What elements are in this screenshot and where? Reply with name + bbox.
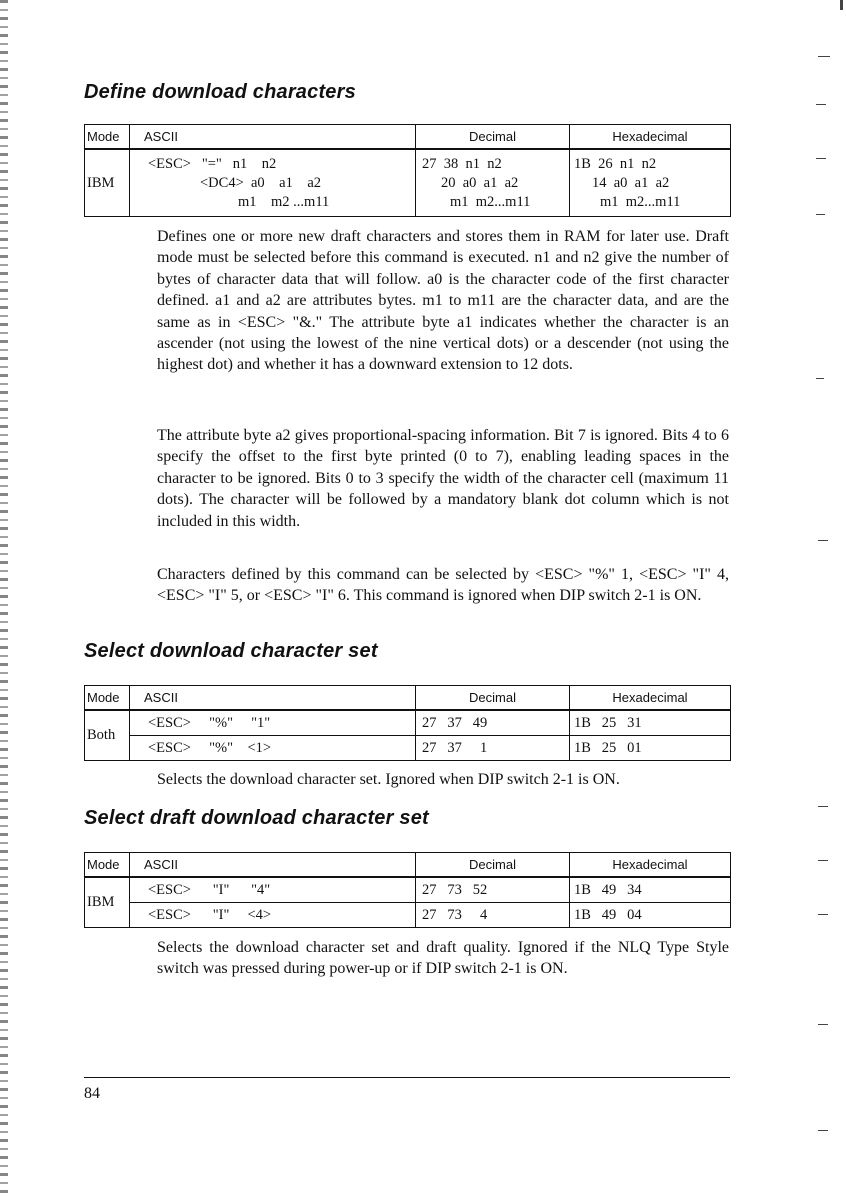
hex-cell: 1B 49 34 (570, 877, 731, 903)
hex-line: m1 m2...m11 (600, 193, 681, 210)
mode-cell: Both (85, 710, 130, 761)
header-decimal: Decimal (416, 853, 570, 878)
scan-mark (818, 1130, 828, 1131)
hex-cell: 1B 25 01 (570, 736, 731, 761)
decimal-cell: 27 73 4 (416, 903, 570, 928)
heading-select-draft-download-character-set: Select draft download character set (84, 807, 429, 829)
scan-mark (816, 158, 826, 159)
scan-edge-artifact (0, 0, 8, 1196)
scan-mark (818, 914, 828, 915)
hex-line: 14 a0 a1 a2 (592, 174, 670, 191)
header-ascii: ASCII (130, 686, 416, 711)
header-hexadecimal: Hexadecimal (570, 125, 731, 150)
decimal-cell: 27 73 52 (416, 877, 570, 903)
mode-cell: IBM (85, 149, 130, 217)
header-mode: Mode (85, 853, 130, 878)
ascii-line: <DC4> a0 a1 a2 (200, 174, 322, 191)
header-ascii: ASCII (130, 125, 416, 150)
header-mode: Mode (85, 686, 130, 711)
select-download-command-table (84, 685, 731, 761)
mode-cell: IBM (85, 877, 130, 928)
select-draft-description: Selects the download character set and draft quality. Ignored if the NLQ Type Style switch was pressed during power-up or if DIP switch 2-1 is ON. (157, 939, 729, 978)
header-mode: Mode (85, 125, 130, 150)
ascii-cell: <ESC> "I" <4> (130, 903, 416, 928)
scan-mark (818, 860, 828, 861)
hex-cell: 1B 25 31 (570, 710, 731, 736)
ascii-cell (130, 149, 416, 217)
table-row (85, 710, 731, 736)
hex-line: 1B 26 n1 n2 (574, 155, 657, 172)
ascii-cell: <ESC> "%" <1> (130, 736, 416, 761)
header-decimal: Decimal (416, 125, 570, 150)
header-decimal: Decimal (416, 686, 570, 711)
hex-cell (570, 149, 731, 217)
page-number: 84 (84, 1085, 100, 1102)
scan-mark (818, 56, 830, 57)
define-description-paragraph: Defines one or more new draft characters and stores them in RAM for later use. Draft mode must be selected before this command is executed. n1 and n2 give the number of bytes of character data that will follow. a0 is the character code of the first character defined. a1 and a2 are attributes bytes. m1 to m11 are the character data, and are the same as in <ESC> "&." The attribute byte a1 indicates whether the character is an ascender (not using the lowest of the nine vertical dots) or a descender (not using the highest dot) and whether it has a downward extension to 12 dots. (157, 228, 729, 374)
selection-paragraph: Characters defined by this command can be selected by <ESC> "%" 1, <ESC> "I" 4, <ESC> "I" 5, or <ESC> "I" 6. This command is ignored when DIP switch 2-1 is ON. (157, 566, 729, 605)
decimal-cell: 27 37 49 (416, 710, 570, 736)
ascii-line: <ESC> "=" n1 n2 (148, 155, 277, 172)
select-download-description: Selects the download character set. Ignored when DIP switch 2-1 is ON. (157, 771, 620, 788)
table-header-row (85, 125, 731, 150)
table-header-row (85, 686, 731, 711)
define-download-command-table (84, 124, 731, 217)
select-draft-download-command-table (84, 852, 731, 928)
header-hexadecimal: Hexadecimal (570, 853, 731, 878)
table-row (85, 903, 731, 928)
header-ascii: ASCII (130, 853, 416, 878)
scan-mark (816, 214, 825, 215)
table-row (85, 149, 731, 217)
attribute-paragraph: The attribute byte a2 gives proportional-spacing information. Bit 7 is ignored. Bits 4 to 6 specify the offset to the first byte printed (0 to 7), enabling leading spaces in the character to be ignored. Bits 0 to 3 specify the width of the character cell (maximum 11 dots). The character will be followed by a mandatory blank dot column which is not included in this width. (157, 427, 729, 530)
decimal-line: 20 a0 a1 a2 (441, 174, 519, 191)
scan-mark (818, 1024, 828, 1025)
decimal-line: 27 38 n1 n2 (422, 155, 502, 172)
heading-define-download-characters: Define download characters (84, 81, 356, 103)
scan-mark (840, 0, 843, 10)
decimal-cell (416, 149, 570, 217)
heading-select-download-character-set: Select download character set (84, 640, 378, 662)
header-hexadecimal: Hexadecimal (570, 686, 731, 711)
decimal-line: m1 m2...m11 (450, 193, 531, 210)
table-row (85, 877, 731, 903)
decimal-cell: 27 37 1 (416, 736, 570, 761)
ascii-cell: <ESC> "%" "1" (130, 710, 416, 736)
table-header-row (85, 853, 731, 878)
scan-mark (818, 540, 828, 541)
footer-rule (84, 1077, 730, 1078)
scan-mark (816, 378, 824, 379)
hex-cell: 1B 49 04 (570, 903, 731, 928)
scan-mark (818, 806, 828, 807)
ascii-cell: <ESC> "I" "4" (130, 877, 416, 903)
ascii-line: m1 m2 ...m11 (238, 193, 330, 210)
table-row (85, 736, 731, 761)
scan-mark (816, 104, 826, 105)
